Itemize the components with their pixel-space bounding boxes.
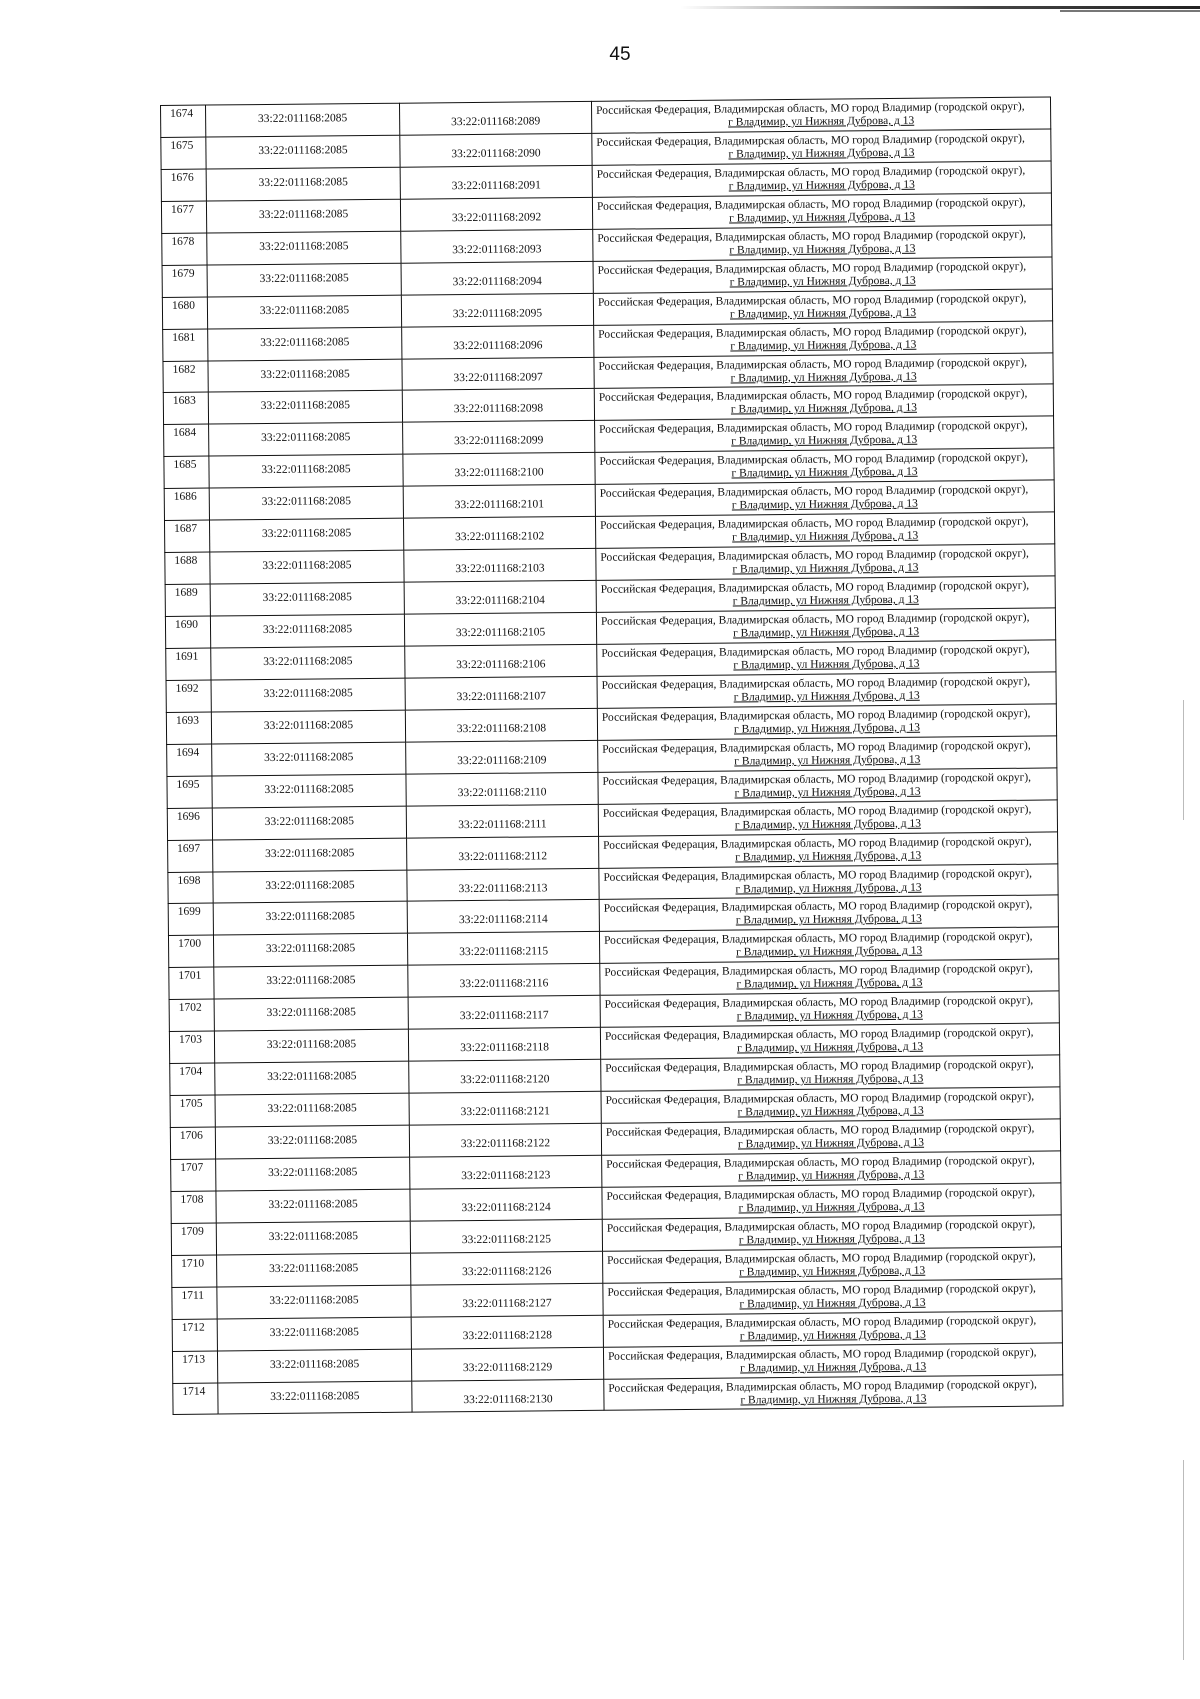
address-line-1: Российская Федерация, Владимирская область, МО город Владимир (городской округ), [602, 739, 1031, 756]
address-cell [603, 1279, 1062, 1315]
cadastral-number: 33:22:011168:2123 [410, 1155, 602, 1189]
cadastral-number: 33:22:011168:2121 [409, 1091, 601, 1125]
address-cell [601, 1087, 1060, 1123]
row-number: 1702 [169, 999, 214, 1031]
cadastral-number: 33:22:011168:2120 [409, 1059, 601, 1093]
parent-cadastral-number: 33:22:011168:2085 [206, 103, 400, 137]
cadastral-number: 33:22:011168:2110 [406, 772, 598, 806]
cadastral-number: 33:22:011168:2125 [410, 1219, 602, 1253]
address-line-2: г Владимир, ул Нижняя Дуброва, д 13 [731, 434, 918, 448]
address-cell [595, 448, 1054, 484]
parent-cadastral-number: 33:22:011168:2085 [217, 1317, 411, 1351]
address-line-2: г Владимир, ул Нижняя Дуброва, д 13 [734, 753, 921, 768]
row-number: 1705 [170, 1095, 215, 1127]
address-line-1: Российская Федерация, Владимирская область, МО город Владимир (городской округ), [597, 228, 1026, 245]
address-line-2: г Владимир, ул Нижняя Дуброва, д 13 [728, 114, 915, 129]
address-cell [600, 1023, 1059, 1059]
address-line-1: Российская Федерация, Владимирская область, МО город Владимир (городской округ), [596, 164, 1026, 181]
address-cell [594, 321, 1053, 357]
address-line-1: Российская Федерация, Владимирская область, МО город Владимир (городской округ), [603, 867, 1032, 884]
address-cell [597, 640, 1056, 676]
address-line-2: г Владимир, ул Нижняя Дуброва, д 13 [732, 529, 919, 544]
address-line-2: г Владимир, ул Нижняя Дуброва, д 13 [734, 817, 922, 832]
address-line-1: Российская Федерация, Владимирская область, МО город Владимир (городской округ), [606, 1186, 1036, 1203]
address-cell [601, 1055, 1060, 1091]
cadastral-number: 33:22:011168:2113 [407, 868, 599, 902]
address-line-2: г Владимир, ул Нижняя Дуброва, д 13 [739, 1328, 926, 1343]
address-cell [592, 161, 1051, 197]
row-number: 1684 [164, 424, 209, 456]
address-line-1: Российская Федерация, Владимирская область, МО город Владимир (городской округ), [602, 771, 1032, 788]
cadastral-number: 33:22:011168:2128 [411, 1315, 603, 1349]
address-line-2: г Владимир, ул Нижняя Дуброва, д 13 [728, 178, 915, 193]
row-number: 1710 [172, 1255, 217, 1287]
row-number: 1708 [171, 1191, 216, 1223]
row-number: 1674 [161, 105, 206, 137]
address-line-1: Российская Федерация, Владимирская область, МО город Владимир (городской округ), [606, 1154, 1035, 1171]
address-line-1: Российская Федерация, Владимирская область, МО город Владимир (городской округ), [597, 292, 1027, 309]
row-number: 1692 [166, 680, 211, 712]
cadastral-number: 33:22:011168:2103 [404, 548, 596, 582]
address-line-1: Российская Федерация, Владимирская область, МО город Владимир (городской округ), [596, 100, 1025, 117]
row-number: 1680 [162, 297, 207, 329]
address-line-2: г Владимир, ул Нижняя Дуброва, д 13 [738, 1200, 925, 1215]
row-number: 1682 [163, 361, 208, 393]
parent-cadastral-number: 33:22:011168:2085 [210, 582, 404, 616]
page-number: 45 [609, 44, 631, 65]
parent-cadastral-number: 33:22:011168:2085 [215, 1125, 409, 1159]
parent-cadastral-number: 33:22:011168:2085 [211, 646, 405, 680]
address-line-1: Российская Федерация, Владимирская область, МО город Владимир (городской округ), [607, 1282, 1036, 1299]
parent-cadastral-number: 33:22:011168:2085 [214, 1029, 408, 1063]
address-cell [596, 544, 1055, 580]
address-line-1: Российская Федерация, Владимирская область, МО город Владимир (городской округ), [605, 1058, 1034, 1075]
cadastral-number: 33:22:011168:2122 [409, 1123, 601, 1157]
row-number: 1713 [172, 1351, 217, 1383]
cadastral-number: 33:22:011168:2092 [400, 197, 592, 231]
cadastral-number: 33:22:011168:2127 [411, 1283, 603, 1317]
parent-cadastral-number: 33:22:011168:2085 [214, 965, 408, 999]
address-line-1: Российская Федерация, Владимирская область, МО город Владимир (городской округ), [605, 1122, 1035, 1139]
address-line-2: г Владимир, ул Нижняя Дуброва, д 13 [737, 1136, 925, 1151]
row-number: 1696 [167, 808, 212, 840]
parent-cadastral-number: 33:22:011168:2085 [213, 934, 407, 968]
parent-cadastral-number: 33:22:011168:2085 [213, 870, 407, 904]
registry-table [160, 96, 1064, 1415]
row-number: 1690 [165, 616, 210, 648]
row-number: 1698 [168, 872, 213, 904]
cadastral-number: 33:22:011168:2106 [405, 644, 597, 678]
row-number: 1695 [167, 776, 212, 808]
parent-cadastral-number: 33:22:011168:2085 [210, 614, 404, 648]
cadastral-number: 33:22:011168:2130 [412, 1379, 604, 1413]
address-line-1: Российская Федерация, Владимирская область, МО город Владимир (городской округ), [602, 803, 1032, 820]
address-line-1: Российская Федерация, Владимирская область, МО город Владимир (городской округ), [607, 1250, 1036, 1267]
address-line-1: Российская Федерация, Владимирская область, МО город Владимир (городской округ), [598, 324, 1027, 341]
address-line-2: г Владимир, ул Нижняя Дуброва, д 13 [728, 146, 915, 161]
cadastral-number: 33:22:011168:2098 [402, 389, 594, 423]
cadastral-number: 33:22:011168:2108 [405, 708, 597, 742]
cadastral-number: 33:22:011168:2129 [411, 1347, 603, 1381]
row-number: 1676 [161, 169, 206, 201]
cadastral-number: 33:22:011168:2104 [404, 580, 596, 614]
row-number: 1697 [168, 840, 213, 872]
address-cell [597, 672, 1056, 708]
parent-cadastral-number: 33:22:011168:2085 [217, 1253, 411, 1287]
cadastral-number: 33:22:011168:2102 [403, 517, 595, 551]
address-line-1: Российская Федерация, Владимирская область, МО город Владимир (городской округ), [604, 1026, 1034, 1043]
scan-artifact-mark [1183, 1460, 1184, 1660]
cadastral-number: 33:22:011168:2114 [407, 900, 599, 934]
address-line-1: Российская Федерация, Владимирская область, МО город Владимир (городской округ), [596, 196, 1026, 213]
address-cell [598, 768, 1057, 804]
address-cell [599, 927, 1058, 963]
row-number: 1686 [164, 488, 209, 520]
cadastral-number: 33:22:011168:2101 [403, 485, 595, 519]
address-line-2: г Владимир, ул Нижняя Дуброва, д 13 [737, 1072, 924, 1087]
parent-cadastral-number: 33:22:011168:2085 [207, 231, 401, 265]
address-line-1: Российская Федерация, Владимирская область, МО город Владимир (городской округ), [599, 451, 1028, 469]
row-number: 1678 [162, 233, 207, 265]
address-cell [602, 1151, 1061, 1187]
parent-cadastral-number: 33:22:011168:2085 [206, 199, 400, 233]
parent-cadastral-number: 33:22:011168:2085 [209, 486, 403, 520]
row-number: 1675 [161, 137, 206, 169]
cadastral-number: 33:22:011168:2091 [400, 165, 592, 199]
row-number: 1691 [166, 648, 211, 680]
address-cell [599, 895, 1058, 931]
row-number: 1712 [172, 1319, 217, 1351]
address-line-1: Российская Федерация, Владимирская область, МО город Владимир (городской округ), [603, 931, 1033, 948]
address-line-2: г Владимир, ул Нижняя Дуброва, д 13 [736, 977, 923, 991]
address-line-1: Российская Федерация, Владимирская область, МО город Владимир (городской округ), [599, 483, 1029, 501]
row-number: 1714 [173, 1383, 218, 1415]
cadastral-number: 33:22:011168:2093 [401, 229, 593, 263]
parent-cadastral-number: 33:22:011168:2085 [211, 678, 405, 712]
address-cell [596, 608, 1055, 644]
row-number: 1679 [162, 265, 207, 297]
address-line-2: г Владимир, ул Нижняя Дуброва, д 13 [732, 561, 919, 576]
row-number: 1707 [171, 1159, 216, 1191]
address-line-1: Российская Федерация, Владимирская область, МО город Владимир (городской округ), [601, 707, 1031, 724]
address-line-2: г Владимир, ул Нижняя Дуброва, д 13 [731, 497, 918, 512]
parent-cadastral-number: 33:22:011168:2085 [213, 902, 407, 936]
scan-artifact-line [1060, 10, 1200, 12]
cadastral-number: 33:22:011168:2126 [411, 1251, 603, 1285]
address-line-2: г Владимир, ул Нижняя Дуброва, д 13 [729, 306, 917, 321]
address-line-2: г Владимир, ул Нижняя Дуброва, д 13 [736, 1040, 924, 1055]
address-cell [598, 800, 1057, 836]
address-line-2: г Владимир, ул Нижняя Дуброва, д 13 [731, 466, 918, 480]
address-cell [593, 289, 1052, 325]
row-number: 1681 [163, 329, 208, 361]
row-number: 1687 [164, 520, 209, 552]
cadastral-number: 33:22:011168:2100 [403, 453, 595, 487]
parent-cadastral-number: 33:22:011168:2085 [208, 327, 402, 361]
parent-cadastral-number: 33:22:011168:2085 [208, 391, 402, 425]
parent-cadastral-number: 33:22:011168:2085 [209, 518, 403, 552]
address-cell [596, 576, 1055, 612]
address-cell [604, 1374, 1063, 1410]
address-line-1: Российская Федерация, Владимирская область, МО город Владимир (городской округ), [608, 1378, 1037, 1395]
parent-cadastral-number: 33:22:011168:2085 [209, 423, 403, 457]
address-line-2: г Владимир, ул Нижняя Дуброва, д 13 [730, 338, 917, 353]
cadastral-number: 33:22:011168:2105 [404, 612, 596, 646]
parent-cadastral-number: 33:22:011168:2085 [215, 1093, 409, 1127]
cadastral-number: 33:22:011168:2115 [407, 932, 599, 966]
cadastral-number: 33:22:011168:2099 [403, 421, 595, 455]
address-line-2: г Владимир, ул Нижняя Дуброва, д 13 [735, 881, 922, 896]
address-line-1: Российская Федерация, Владимирская область, МО город Владимир (городской округ), [604, 962, 1033, 980]
address-line-1: Российская Федерация, Владимирская область, МО город Владимир (городской округ), [603, 835, 1032, 852]
address-cell [600, 991, 1059, 1027]
parent-cadastral-number: 33:22:011168:2085 [212, 774, 406, 808]
address-cell [594, 352, 1053, 388]
row-number: 1699 [168, 903, 213, 935]
cadastral-number: 33:22:011168:2111 [406, 804, 598, 838]
registry-table-body [161, 97, 1064, 1415]
cadastral-number: 33:22:011168:2118 [408, 1028, 600, 1062]
cadastral-number: 33:22:011168:2097 [402, 357, 594, 391]
row-number: 1701 [169, 967, 214, 999]
parent-cadastral-number: 33:22:011168:2085 [216, 1221, 410, 1255]
row-number: 1685 [164, 456, 209, 488]
address-line-2: г Владимир, ул Нижняя Дуброва, д 13 [730, 370, 917, 385]
parent-cadastral-number: 33:22:011168:2085 [213, 838, 407, 872]
parent-cadastral-number: 33:22:011168:2085 [206, 167, 400, 201]
address-line-1: Российская Федерация, Владимирская область, МО город Владимир (городской округ), [598, 356, 1028, 373]
address-cell [600, 959, 1059, 995]
row-number: 1693 [166, 712, 211, 744]
cadastral-number: 33:22:011168:2095 [401, 293, 593, 327]
address-line-2: г Владимир, ул Нижняя Дуброва, д 13 [735, 913, 922, 927]
parent-cadastral-number: 33:22:011168:2085 [216, 1189, 410, 1223]
address-line-1: Российская Федерация, Владимирская область, МО город Владимир (городской округ), [601, 643, 1030, 660]
address-line-2: г Владимир, ул Нижняя Дуброва, д 13 [730, 402, 918, 416]
cadastral-number: 33:22:011168:2094 [401, 261, 593, 295]
registry-table-wrapper [160, 96, 1064, 1415]
cadastral-number: 33:22:011168:2096 [402, 325, 594, 359]
parent-cadastral-number: 33:22:011168:2085 [206, 135, 400, 169]
cadastral-number: 33:22:011168:2109 [406, 740, 598, 774]
row-number: 1709 [171, 1223, 216, 1255]
cadastral-number: 33:22:011168:2116 [408, 964, 600, 998]
parent-cadastral-number: 33:22:011168:2085 [215, 1061, 409, 1095]
address-cell [593, 257, 1052, 293]
parent-cadastral-number: 33:22:011168:2085 [217, 1285, 411, 1319]
address-line-1: Российская Федерация, Владимирская область, МО город Владимир (городской округ), [600, 547, 1029, 564]
row-number: 1688 [165, 552, 210, 584]
address-line-1: Российская Федерация, Владимирская область, МО город Владимир (городской округ), [606, 1218, 1036, 1235]
address-line-1: Российская Федерация, Владимирская область, МО город Владимир (городской округ), [604, 994, 1034, 1012]
address-cell [598, 736, 1057, 772]
address-line-1: Российская Федерация, Владимирская область, МО город Владимир (городской округ), [598, 388, 1028, 405]
cadastral-number: 33:22:011168:2107 [405, 676, 597, 710]
address-line-2: г Владимир, ул Нижняя Дуброва, д 13 [740, 1360, 927, 1375]
parent-cadastral-number: 33:22:011168:2085 [218, 1381, 412, 1415]
cadastral-number: 33:22:011168:2089 [399, 101, 591, 135]
address-line-2: г Владимир, ул Нижняя Дуброва, д 13 [739, 1264, 926, 1279]
cadastral-number: 33:22:011168:2117 [408, 996, 600, 1030]
address-cell [591, 97, 1050, 133]
address-line-2: г Владимир, ул Нижняя Дуброва, д 13 [729, 242, 916, 257]
address-line-1: Российская Федерация, Владимирская область, МО город Владимир (городской округ), [597, 260, 1027, 277]
scan-artifact-line [680, 6, 1200, 9]
address-line-2: г Владимир, ул Нижняя Дуброва, д 13 [732, 593, 919, 608]
address-cell [603, 1247, 1062, 1283]
parent-cadastral-number: 33:22:011168:2085 [207, 263, 401, 297]
parent-cadastral-number: 33:22:011168:2085 [214, 997, 408, 1031]
address-line-2: г Владимир, ул Нижняя Дуброва, д 13 [737, 1104, 924, 1119]
address-line-1: Российская Федерация, Владимирская область, МО город Владимир (городской округ), [600, 579, 1030, 596]
address-line-2: г Владимир, ул Нижняя Дуброва, д 13 [733, 657, 920, 672]
address-cell [601, 1119, 1060, 1155]
address-cell [602, 1215, 1061, 1251]
parent-cadastral-number: 33:22:011168:2085 [210, 550, 404, 584]
address-line-2: г Владимир, ул Нижняя Дуброва, д 13 [733, 689, 920, 704]
cadastral-number: 33:22:011168:2090 [400, 133, 592, 167]
address-cell [599, 863, 1058, 899]
row-number: 1706 [170, 1127, 215, 1159]
address-line-2: г Владимир, ул Нижняя Дуброва, д 13 [738, 1168, 925, 1183]
address-cell [595, 512, 1054, 548]
parent-cadastral-number: 33:22:011168:2085 [217, 1349, 411, 1383]
address-line-1: Российская Федерация, Владимирская область, МО город Владимир (городской округ), [605, 1090, 1035, 1107]
address-line-2: г Владимир, ул Нижняя Дуброва, д 13 [735, 849, 922, 864]
row-number: 1711 [172, 1287, 217, 1319]
address-cell [603, 1311, 1062, 1347]
parent-cadastral-number: 33:22:011168:2085 [216, 1157, 410, 1191]
address-line-2: г Владимир, ул Нижняя Дуброва, д 13 [729, 210, 916, 225]
address-line-1: Российская Федерация, Владимирская область, МО город Владимир (городской округ), [607, 1314, 1037, 1331]
address-cell [597, 704, 1056, 740]
address-line-2: г Владимир, ул Нижняя Дуброва, д 13 [729, 274, 916, 289]
address-line-1: Российская Федерация, Владимирская область, МО город Владимир (городской округ), [607, 1346, 1037, 1363]
parent-cadastral-number: 33:22:011168:2085 [212, 742, 406, 776]
address-cell [592, 193, 1051, 229]
address-cell [595, 416, 1054, 452]
address-cell [592, 129, 1051, 165]
address-line-2: г Владимир, ул Нижняя Дуброва, д 13 [736, 1008, 923, 1023]
address-line-1: Российская Федерация, Владимирская область, МО город Владимир (городской округ), [601, 675, 1031, 692]
address-line-2: г Владимир, ул Нижняя Дуброва, д 13 [733, 721, 921, 736]
address-cell [593, 225, 1052, 261]
parent-cadastral-number: 33:22:011168:2085 [208, 359, 402, 393]
parent-cadastral-number: 33:22:011168:2085 [209, 454, 403, 488]
cadastral-number: 33:22:011168:2112 [407, 836, 599, 870]
address-line-2: г Владимир, ул Нижняя Дуброва, д 13 [739, 1296, 926, 1311]
address-line-1: Российская Федерация, Владимирская область, МО город Владимир (городской округ), [600, 515, 1029, 532]
parent-cadastral-number: 33:22:011168:2085 [207, 295, 401, 329]
address-line-1: Российская Федерация, Владимирская область, МО город Владимир (городской округ), [603, 899, 1033, 916]
cadastral-number: 33:22:011168:2124 [410, 1187, 602, 1221]
address-cell [602, 1183, 1061, 1219]
address-line-2: г Владимир, ул Нижняя Дуброва, д 13 [732, 625, 920, 640]
row-number: 1694 [167, 744, 212, 776]
scan-artifact-mark [1183, 700, 1184, 820]
address-line-2: г Владимир, ул Нижняя Дуброва, д 13 [734, 785, 921, 800]
row-number: 1700 [168, 935, 213, 967]
address-cell [599, 831, 1058, 867]
address-line-2: г Владимир, ул Нижняя Дуброва, д 13 [738, 1232, 926, 1247]
row-number: 1689 [165, 584, 210, 616]
address-line-2: г Владимир, ул Нижняя Дуброва, д 13 [740, 1392, 927, 1406]
address-line-2: г Владимир, ул Нижняя Дуброва, д 13 [736, 945, 923, 959]
address-line-1: Российская Федерация, Владимирская область, МО город Владимир (городской округ), [599, 420, 1028, 437]
row-number: 1703 [169, 1031, 214, 1063]
address-line-1: Российская Федерация, Владимирская область, МО город Владимир (городской округ), [596, 132, 1025, 149]
address-cell [595, 480, 1054, 516]
row-number: 1704 [170, 1063, 215, 1095]
parent-cadastral-number: 33:22:011168:2085 [211, 710, 405, 744]
row-number: 1683 [163, 392, 208, 424]
address-line-1: Российская Федерация, Владимирская область, МО город Владимир (городской округ), [600, 611, 1030, 628]
row-number: 1677 [161, 201, 206, 233]
address-cell [603, 1342, 1062, 1378]
parent-cadastral-number: 33:22:011168:2085 [212, 806, 406, 840]
address-cell [594, 384, 1053, 420]
